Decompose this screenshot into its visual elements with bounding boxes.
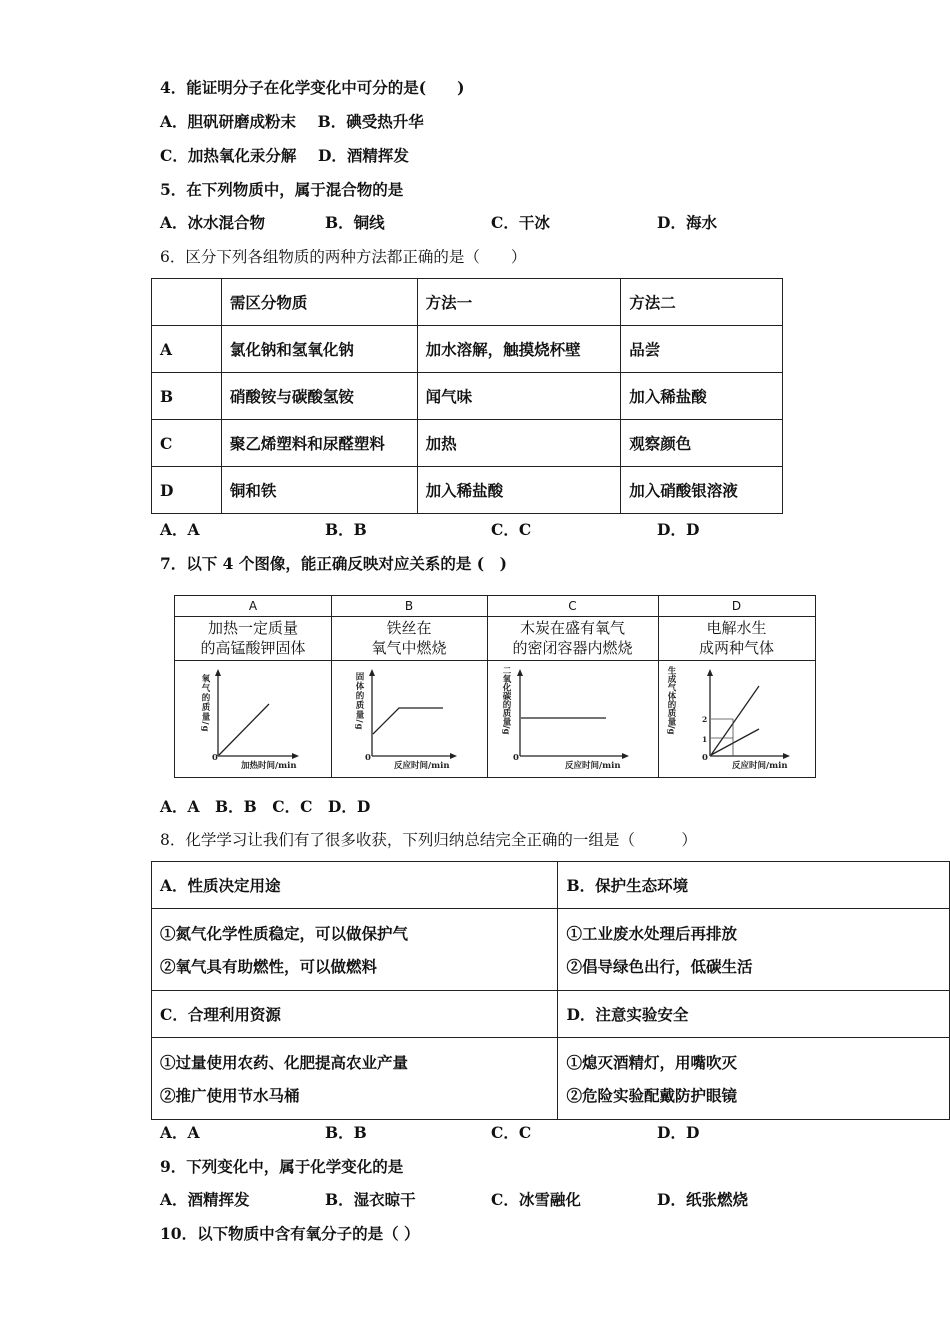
q6-option-c[interactable]: C．C bbox=[491, 520, 532, 539]
panel-label: D bbox=[658, 596, 815, 617]
graph-line bbox=[373, 708, 443, 734]
table-cell-d-body bbox=[558, 1038, 950, 1120]
table-row bbox=[152, 1038, 950, 1120]
table-cell: D bbox=[152, 467, 222, 514]
table-header-cell bbox=[152, 279, 222, 326]
panel-title-line2: 氧气中燃烧 bbox=[371, 639, 447, 657]
statement: ①过量使用农药、化肥提高农业产量 bbox=[160, 1052, 409, 1072]
table-header-cell: 需区分物质 bbox=[221, 279, 417, 326]
q6-option-d[interactable]: D．D bbox=[657, 520, 700, 539]
q7-graph-a bbox=[175, 662, 331, 776]
table-row bbox=[152, 909, 950, 991]
table-row bbox=[152, 326, 783, 373]
table-cell-b-body bbox=[558, 909, 950, 991]
q5-option-b[interactable]: B．铜线 bbox=[325, 213, 385, 232]
origin-label: 0 bbox=[365, 753, 371, 763]
y-axis-arrow-icon bbox=[215, 669, 221, 676]
panel-title bbox=[175, 618, 331, 661]
table-cell-c-body bbox=[152, 1038, 558, 1120]
table-cell: 硝酸铵与碳酸氢铵 bbox=[221, 373, 417, 420]
y-axis-arrow-icon bbox=[369, 669, 375, 676]
q6-table bbox=[151, 278, 783, 514]
table-cell: 观察颜色 bbox=[621, 420, 783, 467]
table-row bbox=[152, 420, 783, 467]
table-cell: 加水溶解，触摸烧杯壁 bbox=[417, 326, 621, 373]
origin-label: 0 bbox=[212, 753, 218, 763]
panel-title bbox=[658, 618, 815, 661]
statement: ②倡导绿色出行，低碳生活 bbox=[566, 956, 753, 976]
table-cell-a-head: A．性质决定用途 bbox=[152, 862, 558, 909]
q7-panel-c bbox=[487, 596, 659, 777]
panel-title bbox=[487, 618, 658, 661]
table-header-cell: 方法二 bbox=[621, 279, 783, 326]
q4-options-row2 bbox=[160, 146, 409, 166]
q4-stem: 4．能证明分子在化学变化中可分的是( ) bbox=[160, 78, 465, 97]
statement: ②氧气具有助燃性，可以做燃料 bbox=[160, 956, 378, 976]
q9-option-b[interactable]: B．湿衣晾干 bbox=[325, 1190, 416, 1209]
panel-label: C bbox=[487, 596, 658, 617]
x-axis-label: 反应时间/min bbox=[565, 761, 621, 771]
panel-title-line1: 木炭在盛有氧气 bbox=[519, 619, 625, 637]
q8-option-b[interactable]: B．B bbox=[325, 1123, 367, 1142]
table-cell: 加热 bbox=[417, 420, 621, 467]
table-cell: A bbox=[152, 326, 222, 373]
table-cell-b-head: B．保护生态环境 bbox=[558, 862, 950, 909]
y-axis-arrow-icon bbox=[707, 669, 713, 676]
q8-table bbox=[151, 861, 950, 1120]
table-cell: 聚乙烯塑料和尿醛塑料 bbox=[221, 420, 417, 467]
q7-stem: 7．以下 4 个图像，能正确反映对应关系的是 ( ) bbox=[160, 554, 507, 573]
q7-panel-a bbox=[175, 596, 332, 777]
q7-graph-b bbox=[331, 662, 487, 776]
panel-title bbox=[331, 618, 487, 661]
table-header-cell: 方法一 bbox=[417, 279, 621, 326]
panel-title-line1: 铁丝在 bbox=[386, 619, 432, 637]
y-axis-label: 固体的质量/g bbox=[354, 672, 364, 731]
statement: ②推广使用节水马桶 bbox=[160, 1085, 300, 1105]
origin-label: 0 bbox=[702, 753, 708, 763]
table-cell: 加入稀盐酸 bbox=[417, 467, 621, 514]
panel-title-line2: 的高锰酸钾固体 bbox=[200, 639, 306, 657]
panel-label: B bbox=[331, 596, 487, 617]
q4-option-a[interactable]: A．胆矾研磨成粉末 bbox=[160, 112, 297, 131]
y-axis-label: 二氧化碳的质量/g bbox=[501, 666, 511, 735]
q7-options[interactable]: A．A B．B C．C D．D bbox=[160, 797, 371, 816]
panel-label: A bbox=[175, 596, 331, 617]
q8-option-a[interactable]: A．A bbox=[160, 1123, 200, 1142]
statement: ①氮气化学性质稳定，可以做保护气 bbox=[160, 923, 409, 943]
q5-option-c[interactable]: C．干冰 bbox=[491, 213, 550, 232]
q6-option-a[interactable]: A．A bbox=[160, 520, 200, 539]
q7-graph-d bbox=[658, 662, 815, 776]
q9-stem: 9．下列变化中，属于化学变化的是 bbox=[160, 1157, 404, 1176]
x-axis-arrow-icon bbox=[622, 753, 629, 759]
q4-option-b[interactable]: B．碘受热升华 bbox=[317, 112, 424, 131]
panel-title-line2: 的密闭容器内燃烧 bbox=[512, 639, 633, 657]
y-tick-label: 1 bbox=[702, 735, 708, 744]
table-cell-a-body bbox=[152, 909, 558, 991]
table-cell-c-head: C．合理利用资源 bbox=[152, 991, 558, 1038]
q4-option-c[interactable]: C．加热氧化汞分解 bbox=[160, 146, 297, 165]
panel-title-line1: 加热一定质量 bbox=[207, 619, 298, 637]
graph-line-oxygen bbox=[711, 729, 759, 755]
x-axis-label: 加热时间/min bbox=[241, 761, 297, 771]
table-cell: 铜和铁 bbox=[221, 467, 417, 514]
graph-line bbox=[219, 704, 269, 755]
table-cell: 加入硝酸银溶液 bbox=[621, 467, 783, 514]
y-axis-label: 氧气的质量/g bbox=[200, 674, 210, 733]
q5-option-a[interactable]: A．冰水混合物 bbox=[160, 213, 266, 232]
q4-options-row1 bbox=[160, 112, 424, 132]
table-row bbox=[152, 467, 783, 514]
q10-stem: 10．以下物质中含有氧分子的是（ ） bbox=[160, 1224, 420, 1243]
q6-option-b[interactable]: B．B bbox=[325, 520, 367, 539]
x-axis-arrow-icon bbox=[450, 753, 457, 759]
statement: ②危险实验配戴防护眼镜 bbox=[566, 1085, 737, 1105]
q5-option-d[interactable]: D．海水 bbox=[657, 213, 717, 232]
q8-option-d[interactable]: D．D bbox=[657, 1123, 700, 1142]
q6-stem: 6．区分下列各组物质的两种方法都正确的是（ ） bbox=[160, 248, 527, 266]
table-row bbox=[152, 862, 950, 909]
panel-title-line1: 电解水生 bbox=[706, 619, 767, 637]
x-axis-arrow-icon bbox=[292, 753, 299, 759]
origin-label: 0 bbox=[513, 753, 519, 763]
q8-option-c[interactable]: C．C bbox=[491, 1123, 532, 1142]
q7-panel-d bbox=[658, 596, 815, 777]
q9-option-a[interactable]: A．酒精挥发 bbox=[160, 1190, 250, 1209]
table-cell: 加入稀盐酸 bbox=[621, 373, 783, 420]
q4-option-d[interactable]: D．酒精挥发 bbox=[317, 146, 409, 165]
table-cell: 闻气味 bbox=[417, 373, 621, 420]
y-axis-arrow-icon bbox=[517, 669, 523, 676]
table-header-row bbox=[152, 279, 783, 326]
q7-graph-c bbox=[487, 662, 658, 776]
table-cell: B bbox=[152, 373, 222, 420]
x-axis-arrow-icon bbox=[783, 753, 790, 759]
table-row bbox=[152, 991, 950, 1038]
statement: ①工业废水处理后再排放 bbox=[566, 923, 737, 943]
q8-stem: 8．化学学习让我们有了很多收获，下列归纳总结完全正确的一组是（ ） bbox=[160, 831, 697, 849]
q9-option-d[interactable]: D．纸张燃烧 bbox=[657, 1190, 748, 1209]
panel-title-line2: 成两种气体 bbox=[698, 639, 774, 657]
table-cell-d-head: D．注意实验安全 bbox=[558, 991, 950, 1038]
q7-figure bbox=[174, 595, 816, 778]
q7-panel-b bbox=[331, 596, 488, 777]
x-axis-label: 反应时间/min bbox=[732, 761, 788, 771]
q5-stem: 5．在下列物质中，属于混合物的是 bbox=[160, 180, 404, 199]
x-axis-label: 反应时间/min bbox=[394, 761, 450, 771]
y-tick-label: 2 bbox=[702, 715, 708, 724]
table-cell: 品尝 bbox=[621, 326, 783, 373]
y-axis-label: 生成气体的质量/g bbox=[666, 666, 676, 735]
table-cell: 氯化钠和氢氧化钠 bbox=[221, 326, 417, 373]
statement: ①熄灭酒精灯，用嘴吹灭 bbox=[566, 1052, 737, 1072]
table-cell: C bbox=[152, 420, 222, 467]
q9-option-c[interactable]: C．冰雪融化 bbox=[491, 1190, 581, 1209]
table-row bbox=[152, 373, 783, 420]
graph-line-hydrogen bbox=[711, 686, 759, 755]
